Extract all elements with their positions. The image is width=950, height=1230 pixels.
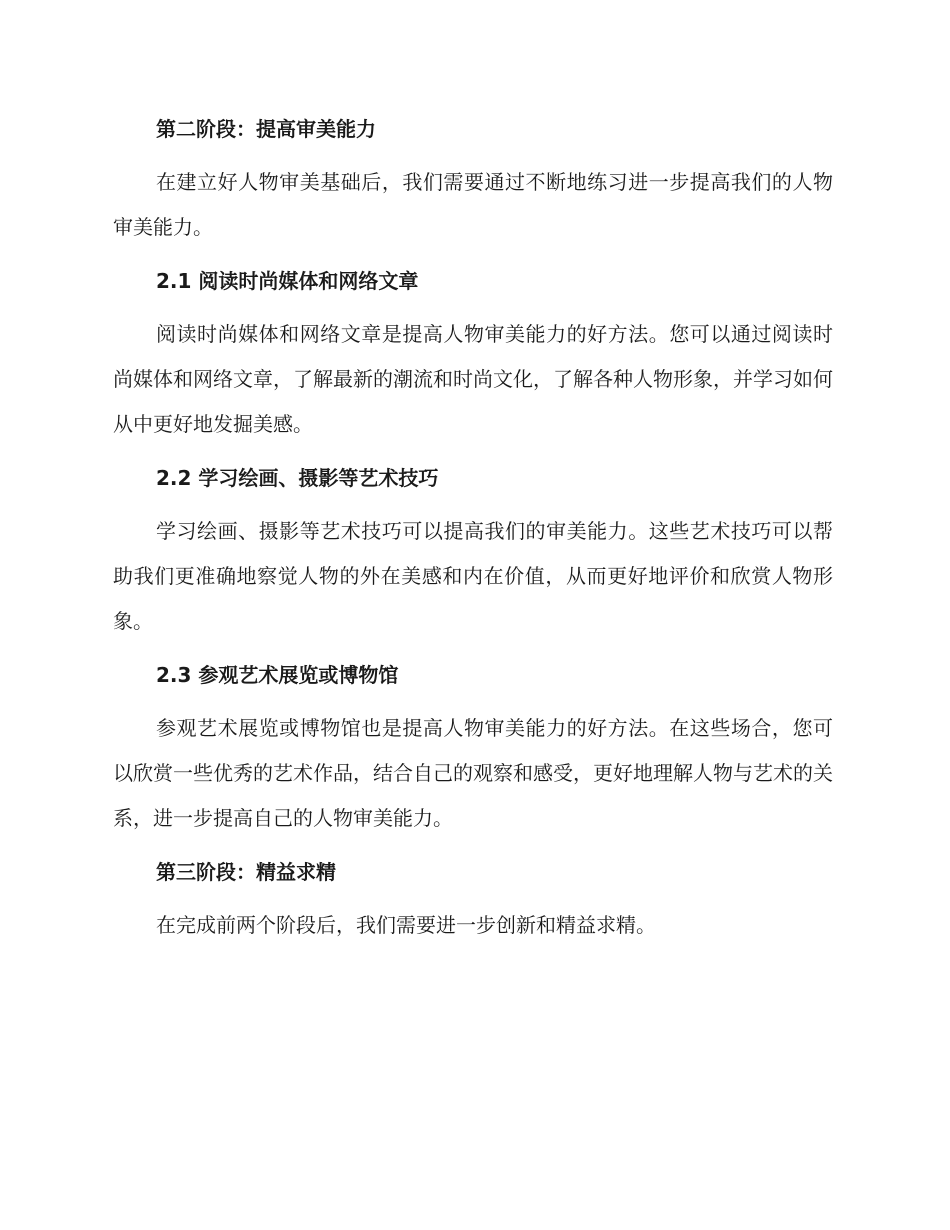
section-heading-2-1: 2.1 阅读时尚媒体和网络文章 bbox=[156, 269, 419, 293]
paragraph-stage-2-intro: 在建立好人物审美基础后，我们需要通过不断地练习进一步提高我们的人物审美能力。 bbox=[113, 170, 833, 239]
paragraph-2-2: 学习绘画、摄影等艺术技巧可以提高我们的审美能力。这些艺术技巧可以帮助我们更准确地察觉人物的外在美感和内在价值，从而更好地评价和欣赏人物形象。 bbox=[113, 519, 833, 633]
section-heading-2-3: 2.3 参观艺术展览或博物馆 bbox=[156, 663, 399, 687]
paragraph-2-3: 参观艺术展览或博物馆也是提高人物审美能力的好方法。在这些场合，您可以欣赏一些优秀的艺术作品，结合自己的观察和感受，更好地理解人物与艺术的关系，进一步提高自己的人物审美能力。 bbox=[113, 716, 833, 830]
section-heading-2-2: 2.2 学习绘画、摄影等艺术技巧 bbox=[156, 466, 439, 490]
paragraph-stage-3-intro: 在完成前两个阶段后，我们需要进一步创新和精益求精。 bbox=[156, 913, 656, 937]
section-heading-stage-2: 第二阶段：提高审美能力 bbox=[156, 117, 376, 141]
paragraph-2-1: 阅读时尚媒体和网络文章是提高人物审美能力的好方法。您可以通过阅读时尚媒体和网络文章，了解最新的潮流和时尚文化，了解各种人物形象，并学习如何从中更好地发掘美感。 bbox=[113, 322, 833, 436]
section-heading-stage-3: 第三阶段：精益求精 bbox=[156, 860, 336, 884]
document-body bbox=[113, 112, 833, 948]
